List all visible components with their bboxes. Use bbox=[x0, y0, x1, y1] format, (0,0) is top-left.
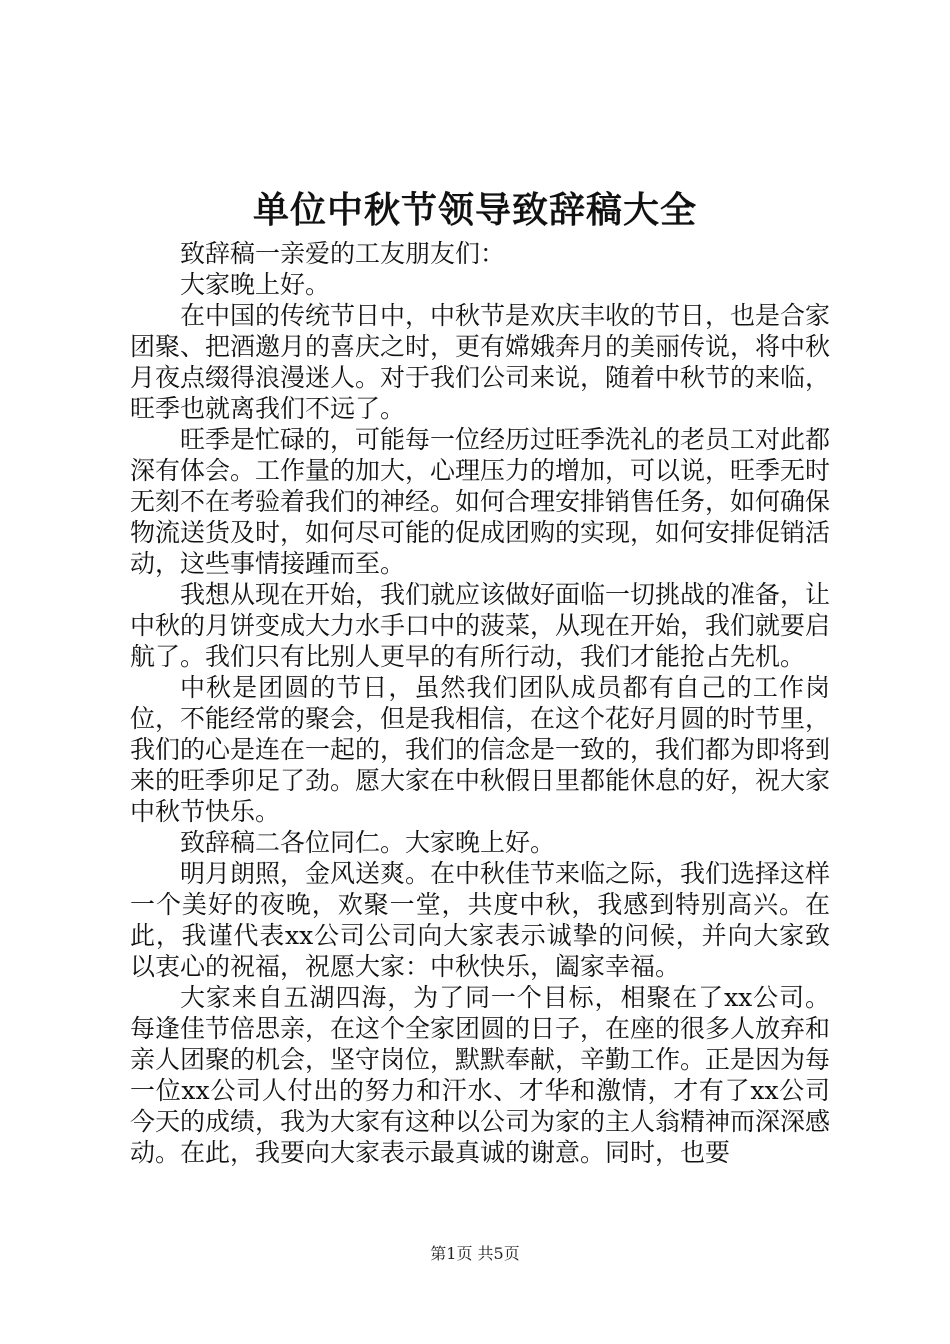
paragraph: 明月朗照，金风送爽。在中秋佳节来临之际，我们选择这样一个美好的夜晚，欢聚一堂，共度中秋，我感到特别高兴。在此，我谨代表xx公司公司向大家表示诚挚的问候，并向大家致以衷心的祝福，祝愿大家：中秋快乐，阖家幸福。 bbox=[130, 859, 831, 981]
page-footer: 第1页 共5页 bbox=[430, 1244, 520, 1263]
document-body bbox=[130, 238, 830, 1168]
paragraph-salutation-2: 致辞稿二各位同仁。大家晚上好。 bbox=[180, 828, 556, 857]
paragraph-greeting-1: 大家晚上好。 bbox=[180, 270, 331, 299]
paragraph: 大家来自五湖四海，为了同一个目标，相聚在了xx公司。每逢佳节倍思亲，在这个全家团圆的日子，在座的很多人放弃和亲人团聚的机会，坚守岗位，默默奉献，辛勤工作。正是因为每一位xx公司人付出的努力和汗水、才华和激情，才有了xx公司今天的成绩，我为大家有这种以公司为家的主人翁精神而深深感动。在此，我要向大家表示最真诚的谢意。同时，也要 bbox=[130, 983, 831, 1167]
paragraph: 旺季是忙碌的，可能每一位经历过旺季洗礼的老员工对此都深有体会。工作量的加大，心理压力的增加，可以说，旺季无时无刻不在考验着我们的神经。如何合理安排销售任务，如何确保物流送货及时，如何尽可能的促成团购的实现，如何安排促销活动，这些事情接踵而至。 bbox=[130, 425, 831, 578]
paragraph: 我想从现在开始，我们就应该做好面临一切挑战的准备，让中秋的月饼变成大力水手口中的菠菜，从现在开始，我们就要启航了。我们只有比别人更早的有所行动，我们才能抢占先机。 bbox=[130, 580, 831, 671]
document-title: 单位中秋节领导致辞稿大全 bbox=[252, 189, 697, 231]
paragraph-salutation-1: 致辞稿一亲爱的工友朋友们： bbox=[180, 239, 506, 268]
paragraph: 中秋是团圆的节日，虽然我们团队成员都有自己的工作岗位，不能经常的聚会，但是我相信，在这个花好月圆的时节里，我们的心是连在一起的，我们的信念是一致的，我们都为即将到来的旺季卯足了劲。愿大家在中秋假日里都能休息的好，祝大家中秋节快乐。 bbox=[130, 673, 831, 826]
paragraph: 在中国的传统节日中，中秋节是欢庆丰收的节日，也是合家团聚、把酒邀月的喜庆之时，更有嫦娥奔月的美丽传说，将中秋月夜点缀得浪漫迷人。对于我们公司来说，随着中秋节的来临，旺季也就离我们不远了。 bbox=[130, 301, 831, 423]
